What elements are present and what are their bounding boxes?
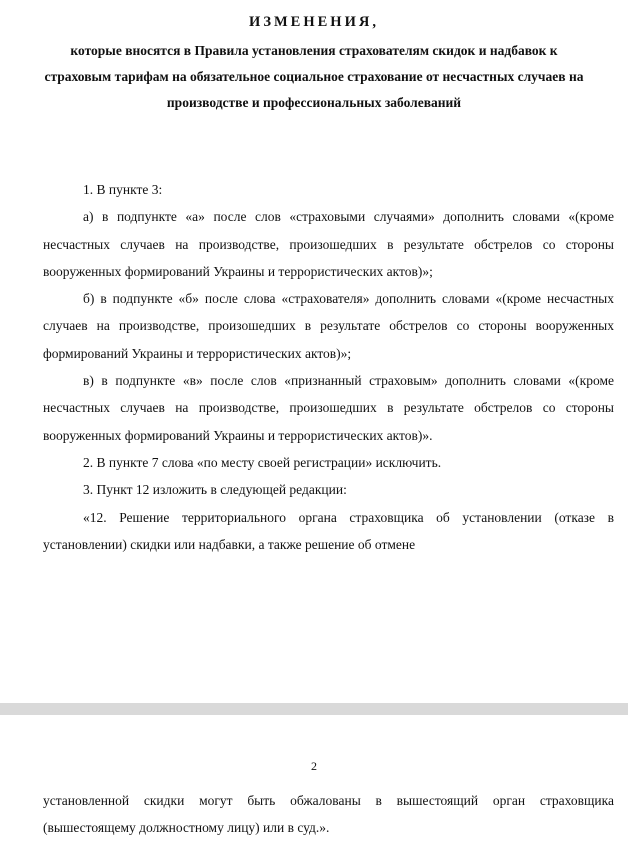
document-body xyxy=(43,176,614,558)
paragraph: а) в подпункте «а» после слов «страховыми случаями» дополнить словами «(кроме несчастных случаев на производстве, произошедших в результате обстрелов со стороны вооруженных формирований Украины и террористических актов)»; xyxy=(43,209,614,279)
page-separator xyxy=(0,703,628,715)
paragraph: 1. В пункте 3: xyxy=(83,182,163,197)
paragraph: 3. Пункт 12 изложить в следующей редакции: xyxy=(83,482,347,498)
document-subtitle: которые вносятся в Правила установления страхователям скидок и надбавок к страховым тарифам на обязательное социальное страхование от несчастных случаев на производстве и профессиональных заболеваний xyxy=(44,43,584,110)
paragraph-continuation: установленной скидки могут быть обжалованы в вышестоящий орган страховщика (вышестоящему должностному лицу) или в суд.». xyxy=(43,793,614,836)
document-body-continued xyxy=(43,787,614,842)
paragraph: «12. Решение территориального органа страховщика об установлении (отказе в установлении) скидки или надбавки, а также решение об отмене xyxy=(43,509,614,552)
paragraph: в) в подпункте «в» после слов «признанный страховым» дополнить словами «(кроме несчастных случаев на производстве, произошедших в результате обстрелов со стороны вооруженных формирований Украины и террористических актов)». xyxy=(43,373,614,443)
paragraph: б) в подпункте «б» после слова «страхователя» дополнить словами «(кроме несчастных случаев на производстве, произошедших в результате обстрелов со стороны вооруженных формирований Украины и террористических актов)»; xyxy=(43,291,614,361)
page-number: 2 xyxy=(311,759,317,773)
document-title: ИЗМЕНЕНИЯ, xyxy=(249,14,379,30)
document-page-2 xyxy=(0,715,628,853)
paragraph: 2. В пункте 7 слова «по месту своей регистрации» исключить. xyxy=(83,454,442,470)
